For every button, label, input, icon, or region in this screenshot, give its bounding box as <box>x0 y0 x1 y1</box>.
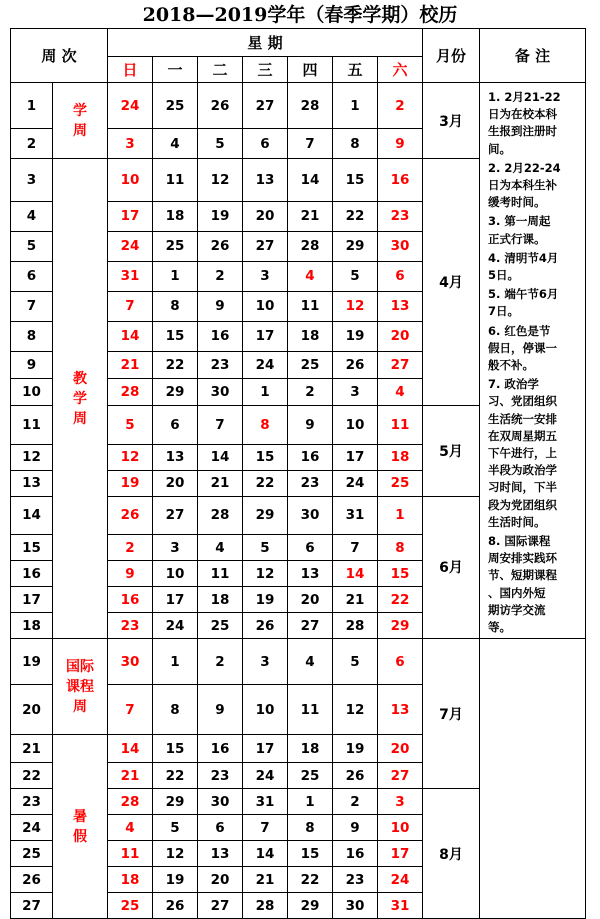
date-cell: 31 <box>108 261 153 291</box>
date-cell: 1 <box>153 639 198 685</box>
week-number: 8 <box>11 321 53 351</box>
date-cell: 14 <box>333 561 378 587</box>
date-cell: 4 <box>153 129 198 159</box>
date-cell: 21 <box>288 201 333 231</box>
week-number: 27 <box>11 893 53 919</box>
date-cell: 14 <box>198 444 243 470</box>
phase-label-text <box>53 657 107 717</box>
date-cell: 28 <box>198 496 243 535</box>
date-cell: 14 <box>243 841 288 867</box>
note-line: 等。 <box>488 620 511 635</box>
phase-label <box>53 639 108 735</box>
week-number: 13 <box>11 470 53 496</box>
date-cell: 14 <box>108 735 153 763</box>
date-cell: 26 <box>333 351 378 378</box>
week-number: 4 <box>11 201 53 231</box>
date-cell: 8 <box>288 815 333 841</box>
date-cell: 2 <box>198 639 243 685</box>
week-row <box>11 83 586 129</box>
month-label: 4月 <box>423 159 480 406</box>
date-cell: 24 <box>378 867 423 893</box>
date-cell: 20 <box>288 587 333 613</box>
date-cell: 23 <box>333 867 378 893</box>
phase-label-line: 课程 <box>66 678 94 695</box>
date-cell: 20 <box>378 321 423 351</box>
date-cell: 5 <box>153 815 198 841</box>
date-cell: 29 <box>243 496 288 535</box>
date-cell: 15 <box>333 159 378 202</box>
phase-label <box>53 159 108 639</box>
note-line: 4. 清明节4月 <box>488 250 559 265</box>
note-item <box>488 213 579 247</box>
date-cell: 14 <box>108 321 153 351</box>
week-header: 周 次 <box>11 29 108 83</box>
date-cell: 3 <box>378 789 423 815</box>
note-line: 1. 2月21-22 <box>488 90 561 104</box>
date-cell: 25 <box>288 351 333 378</box>
note-line: 6. 红色是节 <box>488 323 551 338</box>
date-cell: 24 <box>108 83 153 129</box>
date-cell: 21 <box>108 351 153 378</box>
date-cell: 8 <box>153 291 198 321</box>
week-number: 18 <box>11 613 53 639</box>
note-line: 间。 <box>488 141 511 156</box>
date-cell: 22 <box>378 587 423 613</box>
date-cell: 22 <box>288 867 333 893</box>
date-cell: 10 <box>153 561 198 587</box>
date-cell: 3 <box>153 535 198 561</box>
note-line: 生活时间。 <box>488 514 546 529</box>
note-line: 5. 端午节6月 <box>488 287 559 302</box>
date-cell: 9 <box>198 291 243 321</box>
date-cell: 20 <box>153 470 198 496</box>
date-cell: 30 <box>288 496 333 535</box>
date-cell: 19 <box>153 867 198 893</box>
day-header-sat: 六 <box>378 57 423 83</box>
date-cell: 27 <box>288 613 333 639</box>
phase-label <box>53 83 108 159</box>
note-line: 半段为政治学 <box>488 463 557 478</box>
date-cell: 16 <box>198 321 243 351</box>
date-cell: 23 <box>198 763 243 789</box>
date-cell: 27 <box>243 83 288 129</box>
date-cell: 18 <box>288 735 333 763</box>
note-line: 7日。 <box>488 304 520 319</box>
date-cell: 24 <box>108 231 153 261</box>
date-cell: 18 <box>198 587 243 613</box>
date-cell: 5 <box>243 535 288 561</box>
date-cell: 24 <box>243 763 288 789</box>
note-line: 般不补。 <box>488 358 534 373</box>
note-line: 习、党团组织 <box>488 394 557 409</box>
date-cell: 11 <box>153 159 198 202</box>
date-cell: 10 <box>108 159 153 202</box>
date-cell: 15 <box>153 321 198 351</box>
phase-label-text <box>53 369 107 429</box>
date-cell: 1 <box>288 789 333 815</box>
date-cell: 1 <box>333 83 378 129</box>
date-cell: 2 <box>333 789 378 815</box>
month-header: 月份 <box>423 29 480 83</box>
date-cell: 9 <box>333 815 378 841</box>
week-number: 16 <box>11 561 53 587</box>
note-line: 在双周星期五 <box>488 428 557 443</box>
date-cell: 4 <box>288 639 333 685</box>
date-cell: 13 <box>198 841 243 867</box>
date-cell: 25 <box>198 613 243 639</box>
note-line: 习时间，下半 <box>488 480 557 495</box>
note-line: 假日，停课一 <box>488 340 557 355</box>
note-item <box>488 323 579 375</box>
date-cell: 20 <box>378 735 423 763</box>
week-number: 23 <box>11 789 53 815</box>
date-cell: 11 <box>378 405 423 444</box>
note-line: 3. 第一周起 <box>488 214 551 229</box>
date-cell: 19 <box>333 735 378 763</box>
note-line: 期访学交流 <box>488 602 546 617</box>
date-cell: 10 <box>243 291 288 321</box>
date-cell: 7 <box>333 535 378 561</box>
date-cell: 26 <box>153 893 198 919</box>
phase-label-line: 暑 <box>73 808 87 825</box>
date-cell: 10 <box>378 815 423 841</box>
note-item <box>488 286 579 320</box>
day-header-mon: 一 <box>153 57 198 83</box>
date-cell: 12 <box>333 685 378 735</box>
date-cell: 17 <box>153 587 198 613</box>
date-cell: 26 <box>108 496 153 535</box>
date-cell: 17 <box>108 201 153 231</box>
date-cell: 25 <box>108 893 153 919</box>
month-label: 6月 <box>423 496 480 639</box>
month-label: 8月 <box>423 789 480 919</box>
date-cell: 1 <box>243 378 288 405</box>
date-cell: 22 <box>243 470 288 496</box>
calendar-table <box>10 28 586 919</box>
date-cell: 12 <box>333 291 378 321</box>
date-cell: 16 <box>108 587 153 613</box>
notes-panel <box>480 83 586 639</box>
date-cell: 8 <box>378 535 423 561</box>
date-cell: 23 <box>108 613 153 639</box>
note-line: 日为在校本科 <box>488 107 557 122</box>
date-cell: 26 <box>198 231 243 261</box>
date-cell: 3 <box>108 129 153 159</box>
date-cell: 13 <box>153 444 198 470</box>
weekday-header: 星 期 <box>108 29 423 57</box>
note-line: 2. 2月22-24 <box>488 160 561 175</box>
notes-header: 备 注 <box>480 29 586 83</box>
date-cell: 6 <box>198 815 243 841</box>
date-cell: 12 <box>153 841 198 867</box>
date-cell: 9 <box>288 405 333 444</box>
date-cell: 22 <box>153 351 198 378</box>
week-number: 15 <box>11 535 53 561</box>
week-row <box>11 639 586 685</box>
date-cell: 29 <box>333 231 378 261</box>
phase-label-line: 学 <box>73 390 87 407</box>
note-item <box>488 376 579 531</box>
date-cell: 7 <box>108 685 153 735</box>
date-cell: 27 <box>378 351 423 378</box>
date-cell: 6 <box>378 639 423 685</box>
date-cell: 12 <box>243 561 288 587</box>
note-line: 生活统一安排 <box>488 411 557 426</box>
phase-label-line: 教 <box>73 370 87 387</box>
month-label: 3月 <box>423 83 480 159</box>
note-item <box>488 89 579 158</box>
date-cell: 15 <box>243 444 288 470</box>
week-number: 5 <box>11 231 53 261</box>
date-cell: 29 <box>288 893 333 919</box>
date-cell: 11 <box>288 685 333 735</box>
date-cell: 9 <box>378 129 423 159</box>
date-cell: 11 <box>198 561 243 587</box>
date-cell: 13 <box>243 159 288 202</box>
date-cell: 21 <box>333 587 378 613</box>
date-cell: 26 <box>243 613 288 639</box>
day-header-wed: 三 <box>243 57 288 83</box>
day-header-sun: 日 <box>108 57 153 83</box>
date-cell: 25 <box>288 763 333 789</box>
calendar-title: 2018—2019学年（春季学期）校历 <box>142 4 458 26</box>
date-cell: 7 <box>198 405 243 444</box>
date-cell: 15 <box>153 735 198 763</box>
note-item <box>488 533 579 636</box>
date-cell: 22 <box>333 201 378 231</box>
date-cell: 29 <box>153 789 198 815</box>
date-cell: 16 <box>198 735 243 763</box>
date-cell: 23 <box>198 351 243 378</box>
date-cell: 28 <box>243 893 288 919</box>
note-line: 缓考时间。 <box>488 195 546 210</box>
date-cell: 31 <box>243 789 288 815</box>
date-cell: 17 <box>333 444 378 470</box>
date-cell: 8 <box>153 685 198 735</box>
day-header-fri: 五 <box>333 57 378 83</box>
date-cell: 18 <box>108 867 153 893</box>
day-header-thu: 四 <box>288 57 333 83</box>
date-cell: 17 <box>378 841 423 867</box>
date-cell: 10 <box>333 405 378 444</box>
phase-label-text <box>53 101 107 141</box>
note-line: 正式行课。 <box>488 231 546 246</box>
week-number: 19 <box>11 639 53 685</box>
date-cell: 19 <box>333 321 378 351</box>
date-cell: 18 <box>378 444 423 470</box>
date-cell: 5 <box>108 405 153 444</box>
note-line: 8. 国际课程 <box>488 534 551 549</box>
date-cell: 8 <box>243 405 288 444</box>
date-cell: 30 <box>333 893 378 919</box>
phase-label-text <box>53 807 107 847</box>
date-cell: 25 <box>378 470 423 496</box>
week-number: 17 <box>11 587 53 613</box>
date-cell: 16 <box>288 444 333 470</box>
date-cell: 18 <box>288 321 333 351</box>
date-cell: 6 <box>243 129 288 159</box>
date-cell: 4 <box>108 815 153 841</box>
date-cell: 25 <box>153 83 198 129</box>
date-cell: 12 <box>198 159 243 202</box>
date-cell: 3 <box>333 378 378 405</box>
date-cell: 4 <box>288 261 333 291</box>
date-cell: 7 <box>288 129 333 159</box>
date-cell: 28 <box>288 83 333 129</box>
date-cell: 5 <box>333 261 378 291</box>
date-cell: 2 <box>108 535 153 561</box>
date-cell: 21 <box>198 470 243 496</box>
date-cell: 11 <box>108 841 153 867</box>
month-label: 7月 <box>423 639 480 789</box>
week-number: 24 <box>11 815 53 841</box>
date-cell: 24 <box>153 613 198 639</box>
note-line: 7. 政治学 <box>488 377 539 392</box>
note-line: 日为本科生补 <box>488 178 557 193</box>
phase-label-line: 假 <box>73 828 87 845</box>
week-number: 1 <box>11 83 53 129</box>
note-item <box>488 160 579 212</box>
note-line: 节、短期课程 <box>488 568 557 583</box>
date-cell: 9 <box>198 685 243 735</box>
date-cell: 13 <box>378 685 423 735</box>
week-number: 14 <box>11 496 53 535</box>
date-cell: 16 <box>333 841 378 867</box>
date-cell: 28 <box>108 789 153 815</box>
note-line: 、国内外短 <box>488 585 546 600</box>
date-cell: 17 <box>243 321 288 351</box>
date-cell: 26 <box>333 763 378 789</box>
date-cell: 20 <box>198 867 243 893</box>
date-cell: 9 <box>108 561 153 587</box>
phase-label <box>53 735 108 919</box>
phase-label-line: 周 <box>73 698 87 715</box>
date-cell: 2 <box>378 83 423 129</box>
date-cell: 10 <box>243 685 288 735</box>
date-cell: 6 <box>378 261 423 291</box>
date-cell: 6 <box>153 405 198 444</box>
date-cell: 30 <box>198 789 243 815</box>
week-number: 21 <box>11 735 53 763</box>
date-cell: 3 <box>243 639 288 685</box>
date-cell: 7 <box>108 291 153 321</box>
date-cell: 30 <box>378 231 423 261</box>
date-cell: 27 <box>243 231 288 261</box>
date-cell: 5 <box>333 639 378 685</box>
week-number: 20 <box>11 685 53 735</box>
week-number: 7 <box>11 291 53 321</box>
date-cell: 8 <box>333 129 378 159</box>
week-number: 6 <box>11 261 53 291</box>
week-number: 9 <box>11 351 53 378</box>
date-cell: 26 <box>198 83 243 129</box>
date-cell: 27 <box>378 763 423 789</box>
phase-label-line: 周 <box>73 410 87 427</box>
date-cell: 27 <box>153 496 198 535</box>
date-cell: 28 <box>288 231 333 261</box>
date-cell: 12 <box>108 444 153 470</box>
date-cell: 25 <box>153 231 198 261</box>
date-cell: 11 <box>288 291 333 321</box>
date-cell: 29 <box>378 613 423 639</box>
date-cell: 15 <box>378 561 423 587</box>
date-cell: 29 <box>153 378 198 405</box>
date-cell: 13 <box>378 291 423 321</box>
date-cell: 24 <box>333 470 378 496</box>
week-number: 12 <box>11 444 53 470</box>
date-cell: 28 <box>108 378 153 405</box>
note-line: 周安排实践环 <box>488 551 557 566</box>
note-line: 下午进行，上 <box>488 446 557 461</box>
date-cell: 19 <box>198 201 243 231</box>
date-cell: 27 <box>198 893 243 919</box>
phase-label-line: 周 <box>73 122 87 139</box>
date-cell: 19 <box>108 470 153 496</box>
date-cell: 21 <box>243 867 288 893</box>
date-cell: 1 <box>153 261 198 291</box>
date-cell: 14 <box>288 159 333 202</box>
note-line: 段为党团组织 <box>488 497 557 512</box>
date-cell: 17 <box>243 735 288 763</box>
date-cell: 23 <box>288 470 333 496</box>
date-cell: 24 <box>243 351 288 378</box>
date-cell: 6 <box>288 535 333 561</box>
week-number: 3 <box>11 159 53 202</box>
phase-label-line: 学 <box>73 102 87 119</box>
date-cell: 30 <box>198 378 243 405</box>
date-cell: 19 <box>243 587 288 613</box>
day-header-tue: 二 <box>198 57 243 83</box>
month-label: 5月 <box>423 405 480 496</box>
note-line: 5日。 <box>488 268 520 283</box>
note-item <box>488 250 579 284</box>
date-cell: 16 <box>378 159 423 202</box>
date-cell: 3 <box>243 261 288 291</box>
date-cell: 31 <box>333 496 378 535</box>
phase-label-line: 国际 <box>66 658 94 675</box>
date-cell: 5 <box>198 129 243 159</box>
date-cell: 23 <box>378 201 423 231</box>
date-cell: 7 <box>243 815 288 841</box>
week-number: 25 <box>11 841 53 867</box>
date-cell: 20 <box>243 201 288 231</box>
date-cell: 2 <box>198 261 243 291</box>
week-number: 22 <box>11 763 53 789</box>
date-cell: 4 <box>198 535 243 561</box>
date-cell: 18 <box>153 201 198 231</box>
date-cell: 13 <box>288 561 333 587</box>
date-cell: 30 <box>108 639 153 685</box>
week-number: 10 <box>11 378 53 405</box>
date-cell: 28 <box>333 613 378 639</box>
date-cell: 15 <box>288 841 333 867</box>
week-number: 11 <box>11 405 53 444</box>
notes-panel-empty <box>480 639 586 919</box>
week-number: 26 <box>11 867 53 893</box>
date-cell: 31 <box>378 893 423 919</box>
date-cell: 1 <box>378 496 423 535</box>
note-line: 生报到注册时 <box>488 124 557 139</box>
week-number: 2 <box>11 129 53 159</box>
date-cell: 4 <box>378 378 423 405</box>
date-cell: 21 <box>108 763 153 789</box>
date-cell: 22 <box>153 763 198 789</box>
date-cell: 2 <box>288 378 333 405</box>
